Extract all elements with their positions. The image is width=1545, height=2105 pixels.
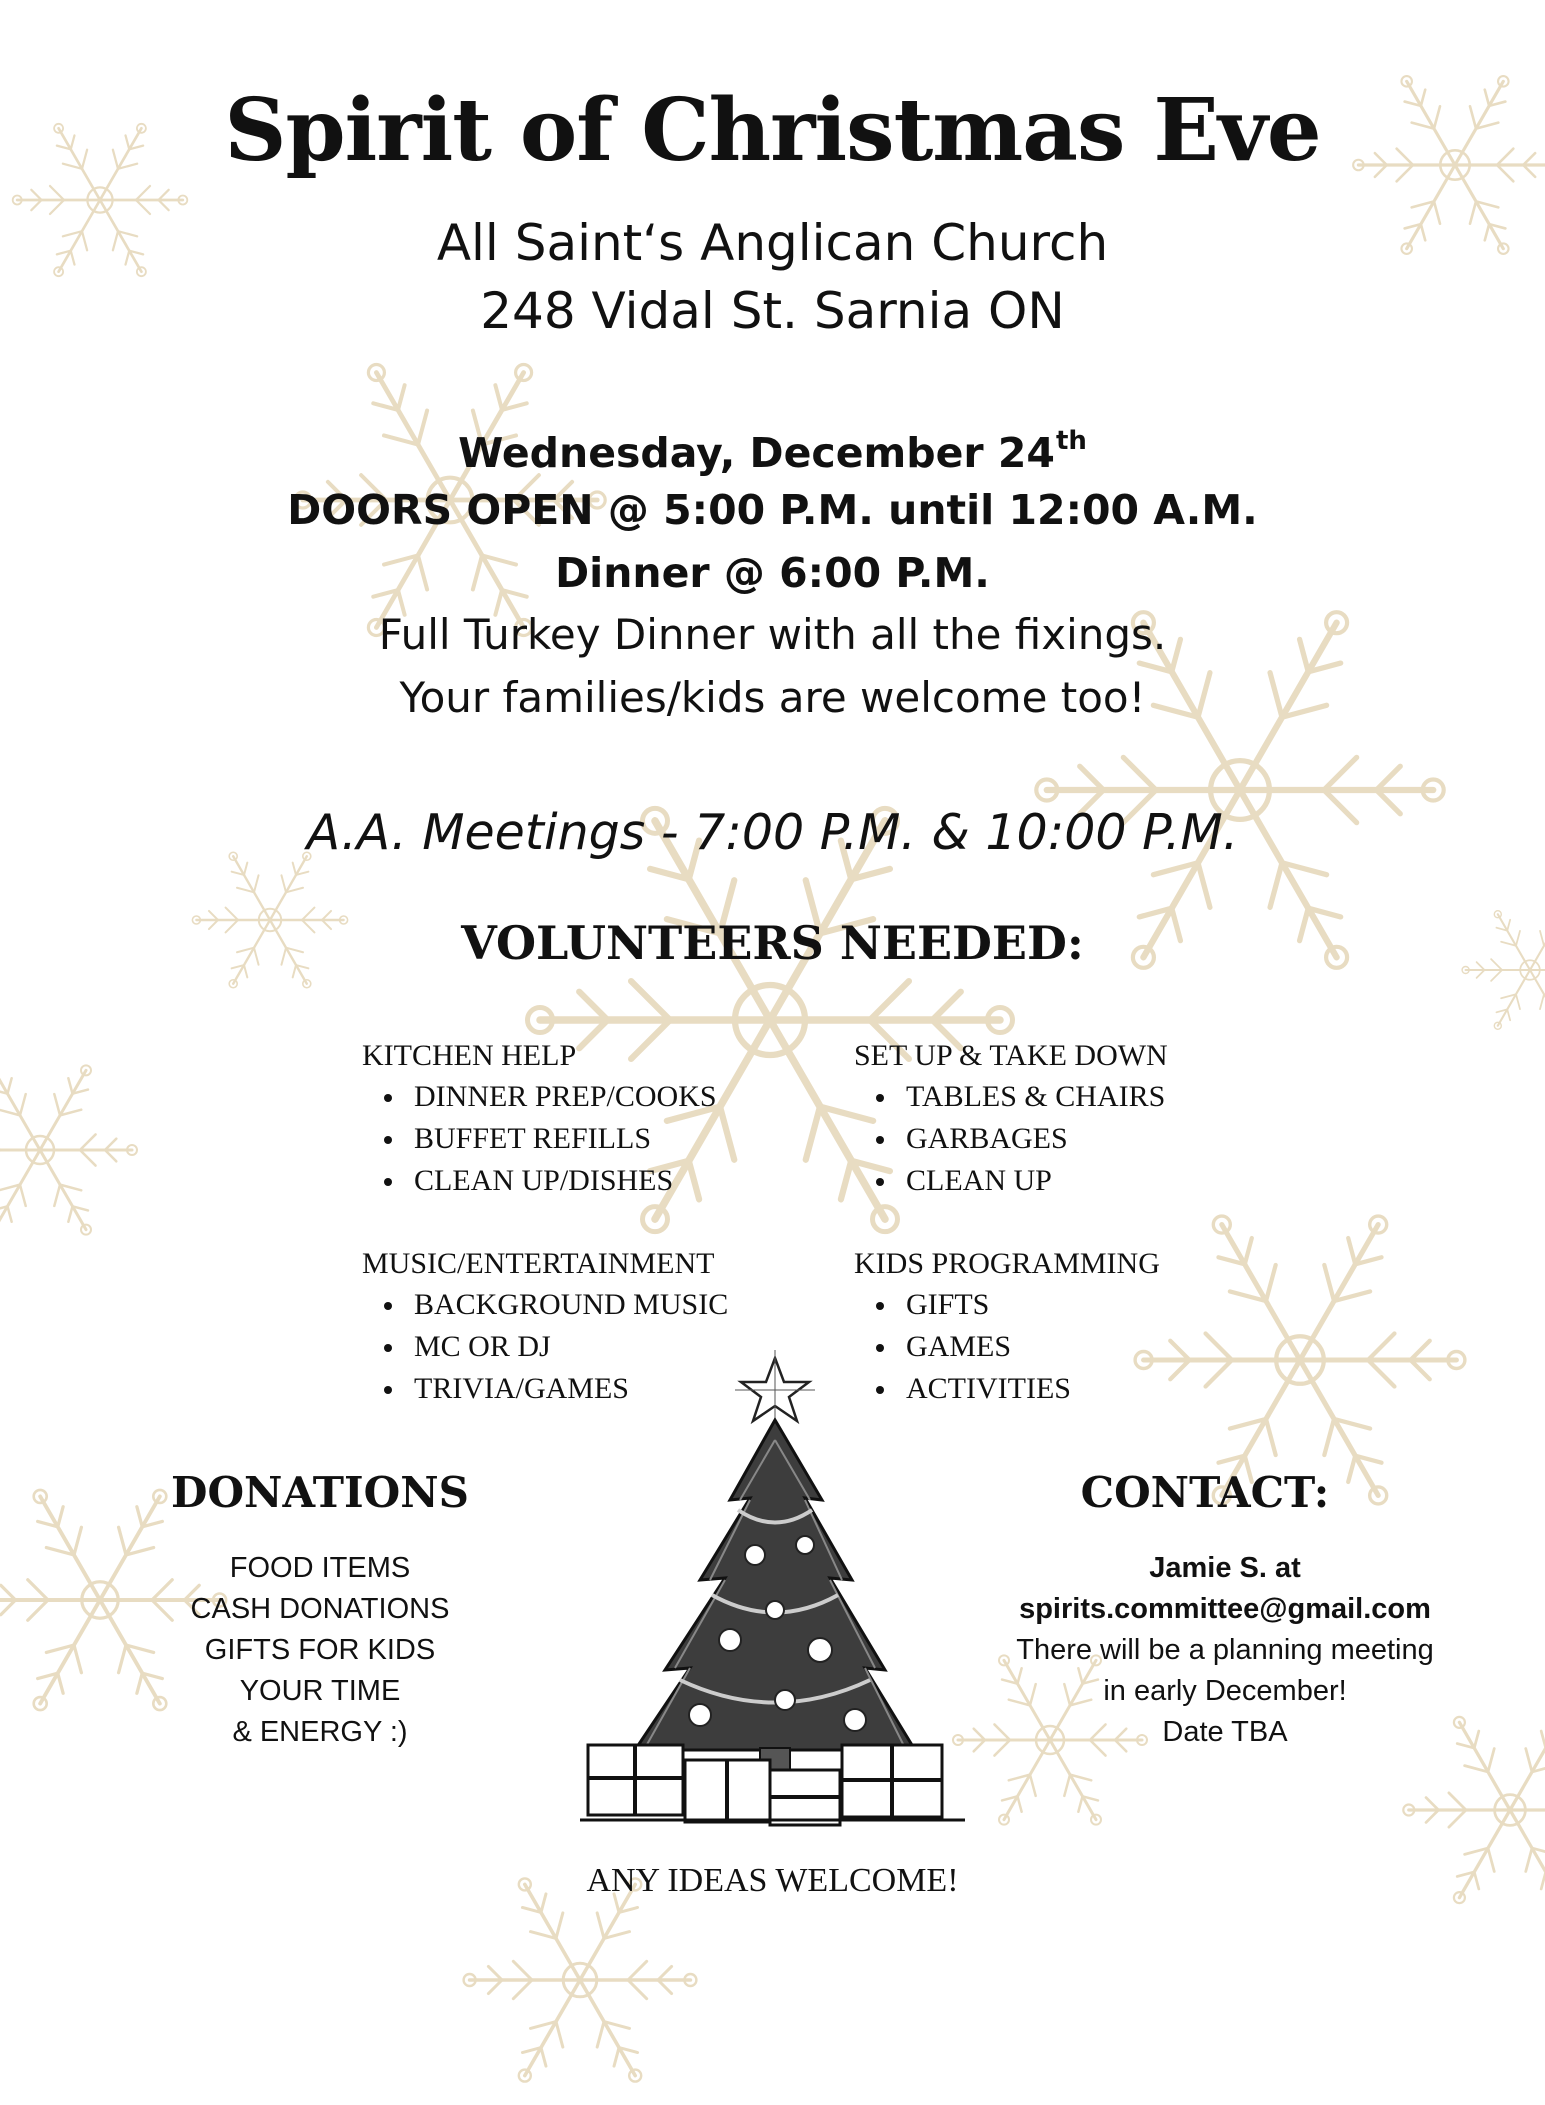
volunteer-group-setup	[854, 1041, 1168, 1208]
list-item: ACTIVITIES	[854, 1374, 1160, 1416]
list-item: MC OR DJ	[362, 1332, 728, 1374]
menu-line: Full Turkey Dinner with all the fixings.	[378, 610, 1167, 659]
contact-block	[980, 1548, 1470, 1753]
list-item: GAMES	[854, 1332, 1160, 1374]
volunteer-group-title: KITCHEN HELP	[362, 1039, 577, 1072]
dinner-time: Dinner @ 6:00 P.M.	[555, 549, 990, 597]
christmas-tree-icon	[580, 1350, 970, 1830]
donations-list	[150, 1548, 490, 1753]
list-item: CASH DONATIONS	[190, 1593, 450, 1625]
volunteer-group-title: SET UP & TAKE DOWN	[854, 1039, 1168, 1072]
list-item: GARBAGES	[854, 1124, 1168, 1166]
list-item: CLEAN UP	[854, 1166, 1168, 1208]
contact-note: in early December!	[1103, 1675, 1347, 1707]
contact-email: spirits.committee@gmail.com	[1019, 1593, 1431, 1625]
venue-name: All Saint‘s Anglican Church	[436, 214, 1109, 272]
families-line: Your families/kids are welcome too!	[399, 673, 1146, 722]
contact-name: Jamie S. at	[1149, 1552, 1301, 1584]
snowflake-icon	[0, 1050, 140, 1250]
list-item: GIFTS	[854, 1290, 1160, 1332]
page-title: Spirit of Christmas Eve	[224, 80, 1321, 181]
volunteer-group-kitchen	[362, 1041, 717, 1208]
doors-time: DOORS OPEN @ 5:00 P.M. until 12:00 A.M.	[287, 486, 1258, 534]
volunteer-group-title: MUSIC/ENTERTAINMENT	[362, 1247, 715, 1280]
list-item: DINNER PREP/COOKS	[362, 1082, 717, 1124]
volunteers-heading: VOLUNTEERS NEEDED:	[461, 916, 1084, 970]
list-item: TRIVIA/GAMES	[362, 1374, 728, 1416]
contact-note: Date TBA	[1162, 1716, 1288, 1748]
footer-note: ANY IDEAS WELCOME!	[586, 1862, 959, 1899]
list-item: TABLES & CHAIRS	[854, 1082, 1168, 1124]
volunteer-list	[362, 1082, 717, 1208]
list-item: YOUR TIME	[239, 1675, 401, 1707]
meetings-line: A.A. Meetings - 7:00 P.M. & 10:00 P.M.	[306, 804, 1239, 861]
list-item: FOOD ITEMS	[229, 1552, 411, 1584]
list-item: BUFFET REFILLS	[362, 1124, 717, 1166]
volunteer-group-title: KIDS PROGRAMMING	[854, 1247, 1160, 1280]
event-date-suffix: th	[1055, 426, 1087, 456]
list-item: CLEAN UP/DISHES	[362, 1166, 717, 1208]
volunteer-list	[854, 1082, 1168, 1208]
donations-heading: DONATIONS	[171, 1468, 469, 1517]
event-date	[0, 426, 1545, 477]
contact-note: There will be a planning meeting	[1016, 1634, 1434, 1666]
list-item: BACKGROUND MUSIC	[362, 1290, 728, 1332]
contact-heading: CONTACT:	[1080, 1468, 1330, 1517]
venue-address: 248 Vidal St. Sarnia ON	[480, 282, 1065, 340]
list-item: & ENERGY :)	[232, 1716, 408, 1748]
list-item: GIFTS FOR KIDS	[204, 1634, 436, 1666]
event-date-text: Wednesday, December 24	[458, 429, 1055, 477]
